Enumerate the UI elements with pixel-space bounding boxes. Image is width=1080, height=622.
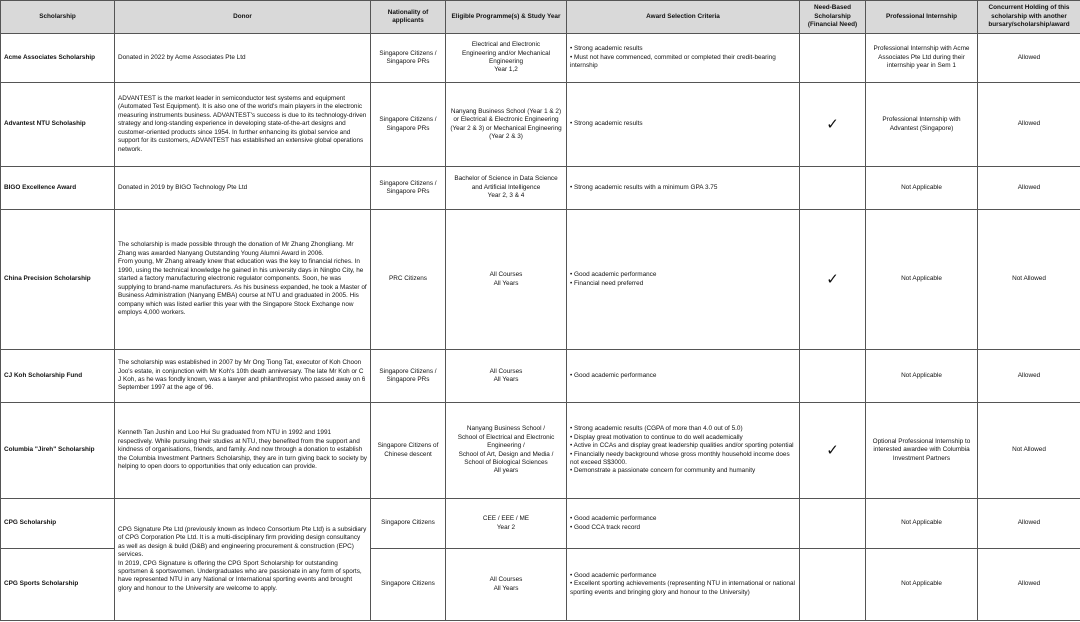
concurrent-holding: Allowed bbox=[978, 83, 1080, 167]
header-donor: Donor bbox=[115, 1, 371, 34]
scholarship-name: CJ Koh Scholarship Fund bbox=[1, 350, 115, 403]
concurrent-holding: Allowed bbox=[978, 549, 1080, 621]
nationality: Singapore Citizens bbox=[371, 499, 446, 549]
need-based-check bbox=[800, 549, 866, 621]
donor-text: Donated in 2019 by BIGO Technology Pte Ltd bbox=[115, 167, 371, 210]
criteria-item: • Must not have commenced, commited or completed their credit-bearing internship bbox=[570, 53, 776, 70]
checkmark-icon: ✓ bbox=[826, 440, 839, 459]
internship: Not Applicable bbox=[866, 499, 978, 549]
nationality: Singapore Citizens of Chinese descent bbox=[371, 403, 446, 499]
internship: Not Applicable bbox=[866, 210, 978, 350]
programme: All Courses All Years bbox=[446, 210, 567, 350]
criteria bbox=[567, 403, 800, 499]
table-row bbox=[1, 403, 1080, 499]
criteria bbox=[567, 83, 800, 167]
internship: Professional Internship with Acme Associates Pte Ltd during their internship year in Sem 1 bbox=[866, 34, 978, 83]
criteria-item: • Good academic performance bbox=[570, 271, 657, 279]
header-programme: Eligible Programme(s) & Study Year bbox=[446, 1, 567, 34]
scholarship-name: Acme Associates Scholarship bbox=[1, 34, 115, 83]
need-based-check bbox=[800, 403, 866, 499]
need-based-check bbox=[800, 167, 866, 210]
programme: Nanyang Business School (Year 1 & 2) or Electrical & Electronic Engineering (Year 2 & 3) or Mechanical Engineering (Year 2 & 3) bbox=[446, 83, 567, 167]
header-need-based: Need-Based Scholarship (Financial Need) bbox=[800, 1, 866, 34]
scholarship-name: China Precision Scholarship bbox=[1, 210, 115, 350]
criteria-item: • Financial need preferred bbox=[570, 279, 644, 287]
donor-text: Kenneth Tan Jushin and Loo Hui Su graduated from NTU in 1992 and 1991 respectively. While pursuing their studies at NTU, they benefited from the support and kindness of organisations, friends, and family. And now through a donation to establish the Columbia Investment Partners Scholarship, they are in turn giving back to society by helping to open doors to opportunities that only education can provide. bbox=[115, 403, 371, 499]
header-concurrent: Concurrent Holding of this scholarship with another bursary/scholarship/award bbox=[978, 1, 1080, 34]
criteria bbox=[567, 167, 800, 210]
internship: Optional Professional Internship to interested awardee with Columbia Investment Partners bbox=[866, 403, 978, 499]
donor-text: ADVANTEST is the market leader in semiconductor test systems and equipment (Automated Test Equipment). It is also one of the world's main players in the electronic measuring instruments business. ADVANTEST's success is due to its technology-driven strategy and long-standing experience in developing state-of-the-art designs and customer-oriented products since 1954. In further enhancing its global service and support for its customers, ADVANTEST has established an extensive global operations network. bbox=[115, 83, 371, 167]
concurrent-holding: Allowed bbox=[978, 350, 1080, 403]
programme: Nanyang Business School / School of Electrical and Electronic Engineering / School of Art, Design and Media / School of Biological Sciences All years bbox=[446, 403, 567, 499]
criteria-item: • Good CCA track record bbox=[570, 523, 641, 531]
criteria bbox=[567, 34, 800, 83]
internship: Not Applicable bbox=[866, 350, 978, 403]
scholarship-name: Columbia "Jireh" Scholarship bbox=[1, 403, 115, 499]
criteria bbox=[567, 499, 800, 549]
concurrent-holding: Allowed bbox=[978, 167, 1080, 210]
criteria-item: • Good academic performance bbox=[570, 571, 657, 579]
criteria-item: • Display great motivation to continue to do well academically bbox=[570, 433, 743, 441]
checkmark-icon: ✓ bbox=[826, 269, 839, 288]
scholarship-name: Advantest NTU Scholaship bbox=[1, 83, 115, 167]
criteria-item: • Strong academic results bbox=[570, 45, 643, 53]
scholarship-name: CPG Scholarship bbox=[1, 499, 115, 549]
need-based-check bbox=[800, 83, 866, 167]
programme: Bachelor of Science in Data Science and Artificial Intelligence Year 2, 3 & 4 bbox=[446, 167, 567, 210]
internship: Not Applicable bbox=[866, 549, 978, 621]
programme: Electrical and Electronic Engineering and/or Mechanical Engineering Year 1,2 bbox=[446, 34, 567, 83]
concurrent-holding: Not Allowed bbox=[978, 210, 1080, 350]
nationality: Singapore Citizens / Singapore PRs bbox=[371, 34, 446, 83]
nationality: Singapore Citizens bbox=[371, 549, 446, 621]
concurrent-holding: Allowed bbox=[978, 499, 1080, 549]
programme: All Courses All Years bbox=[446, 350, 567, 403]
need-based-check bbox=[800, 34, 866, 83]
criteria-item: • Active in CCAs and display great leadership qualities and/or sporting potential bbox=[570, 442, 794, 450]
checkmark-icon: ✓ bbox=[826, 114, 839, 133]
table-row bbox=[1, 167, 1080, 210]
programme: All Courses All Years bbox=[446, 549, 567, 621]
scholarship-name: BIGO Excellence Award bbox=[1, 167, 115, 210]
need-based-check bbox=[800, 350, 866, 403]
header-nationality: Nationality of applicants bbox=[371, 1, 446, 34]
criteria-item: • Excellent sporting achievements (representing NTU in international or national sporting events and bringing glory and honour to the University) bbox=[570, 580, 795, 596]
criteria-item: • Strong academic results (CGPA of more than 4.0 out of 5.0) bbox=[570, 425, 743, 433]
nationality: PRC Citizens bbox=[371, 210, 446, 350]
concurrent-holding: Not Allowed bbox=[978, 403, 1080, 499]
nationality: Singapore Citizens / Singapore PRs bbox=[371, 83, 446, 167]
need-based-check bbox=[800, 499, 866, 549]
concurrent-holding: Allowed bbox=[978, 34, 1080, 83]
table-row bbox=[1, 210, 1080, 350]
header-scholarship: Scholarship bbox=[1, 1, 115, 34]
donor-text: Donated in 2022 by Acme Associates Pte Ltd bbox=[115, 34, 371, 83]
need-based-check bbox=[800, 210, 866, 350]
table-row bbox=[1, 83, 1080, 167]
donor-text: The scholarship is made possible through the donation of Mr Zhang Zhongliang. Mr Zhang was awarded Nanyang Outstanding Young Alumni Award in 2006. From young, Mr Zhang already knew that education was the key to financial riches. In 1990, using the technical knowledge he gained in his university days in Ningbo City, he started a factory manufacturing electronic regulator components. Soon, he was supplying to brand-name manufacturers. As his business expanded, he took a Master of Business Administration (Nanyang EMBA) course at NTU and graduated in 2005. His company which was listed earlier this year with the Singapore Stock Exchange now employs 4,000 workers. bbox=[115, 210, 371, 350]
table-row bbox=[1, 34, 1080, 83]
criteria-item: • Good academic performance bbox=[570, 371, 657, 379]
criteria bbox=[567, 210, 800, 350]
donor-text: CPG Signature Pte Ltd (previously known as Indeco Consortium Pte Ltd) is a subsidiary of CPG Corporation Pte Ltd. It is a multi-disciplinary firm providing design consultancy as well as design & build (D&B) and engineering procurement & construction (EPC) services. In 2019, CPG Signature is offering the CPG Sport Scholarship for outstanding sportsmen & sportswomen. Undergraduates who are passionate in any form of sports, have represented NTU in any National or International sporting events and brought glory and honour to the University are welcome to apply. bbox=[115, 499, 371, 621]
header-internship: Professional Internship bbox=[866, 1, 978, 34]
criteria-item: • Good academic performance bbox=[570, 515, 657, 523]
programme: CEE / EEE / ME Year 2 bbox=[446, 499, 567, 549]
criteria-item: • Strong academic results bbox=[570, 120, 643, 128]
internship: Professional Internship with Advantest (Singapore) bbox=[866, 83, 978, 167]
table-row bbox=[1, 499, 1080, 549]
criteria-item: • Financially needy background whose gross monthly household income does not exceed S$3000. bbox=[570, 450, 790, 466]
criteria bbox=[567, 549, 800, 621]
scholarship-name: CPG Sports Scholarship bbox=[1, 549, 115, 621]
table-row bbox=[1, 350, 1080, 403]
criteria-item: • Strong academic results with a minimum GPA 3.75 bbox=[570, 183, 718, 191]
nationality: Singapore Citizens / Singapore PRs bbox=[371, 350, 446, 403]
donor-text: The scholarship was established in 2007 by Mr Ong Tiong Tat, executor of Koh Choon Joo's estate, in conjunction with Mr Koh's 10th death anniversary. The late Mr Koh or C J Koh, as he was fondly known, was a lawyer and philanthropist who passed away on 6 September 1997 at the age of 96. bbox=[115, 350, 371, 403]
criteria bbox=[567, 350, 800, 403]
header-row bbox=[1, 1, 1080, 34]
criteria-item: • Demonstrate a passionate concern for community and humanity bbox=[570, 467, 756, 475]
nationality: Singapore Citizens / Singapore PRs bbox=[371, 167, 446, 210]
header-criteria: Award Selection Criteria bbox=[567, 1, 800, 34]
internship: Not Applicable bbox=[866, 167, 978, 210]
